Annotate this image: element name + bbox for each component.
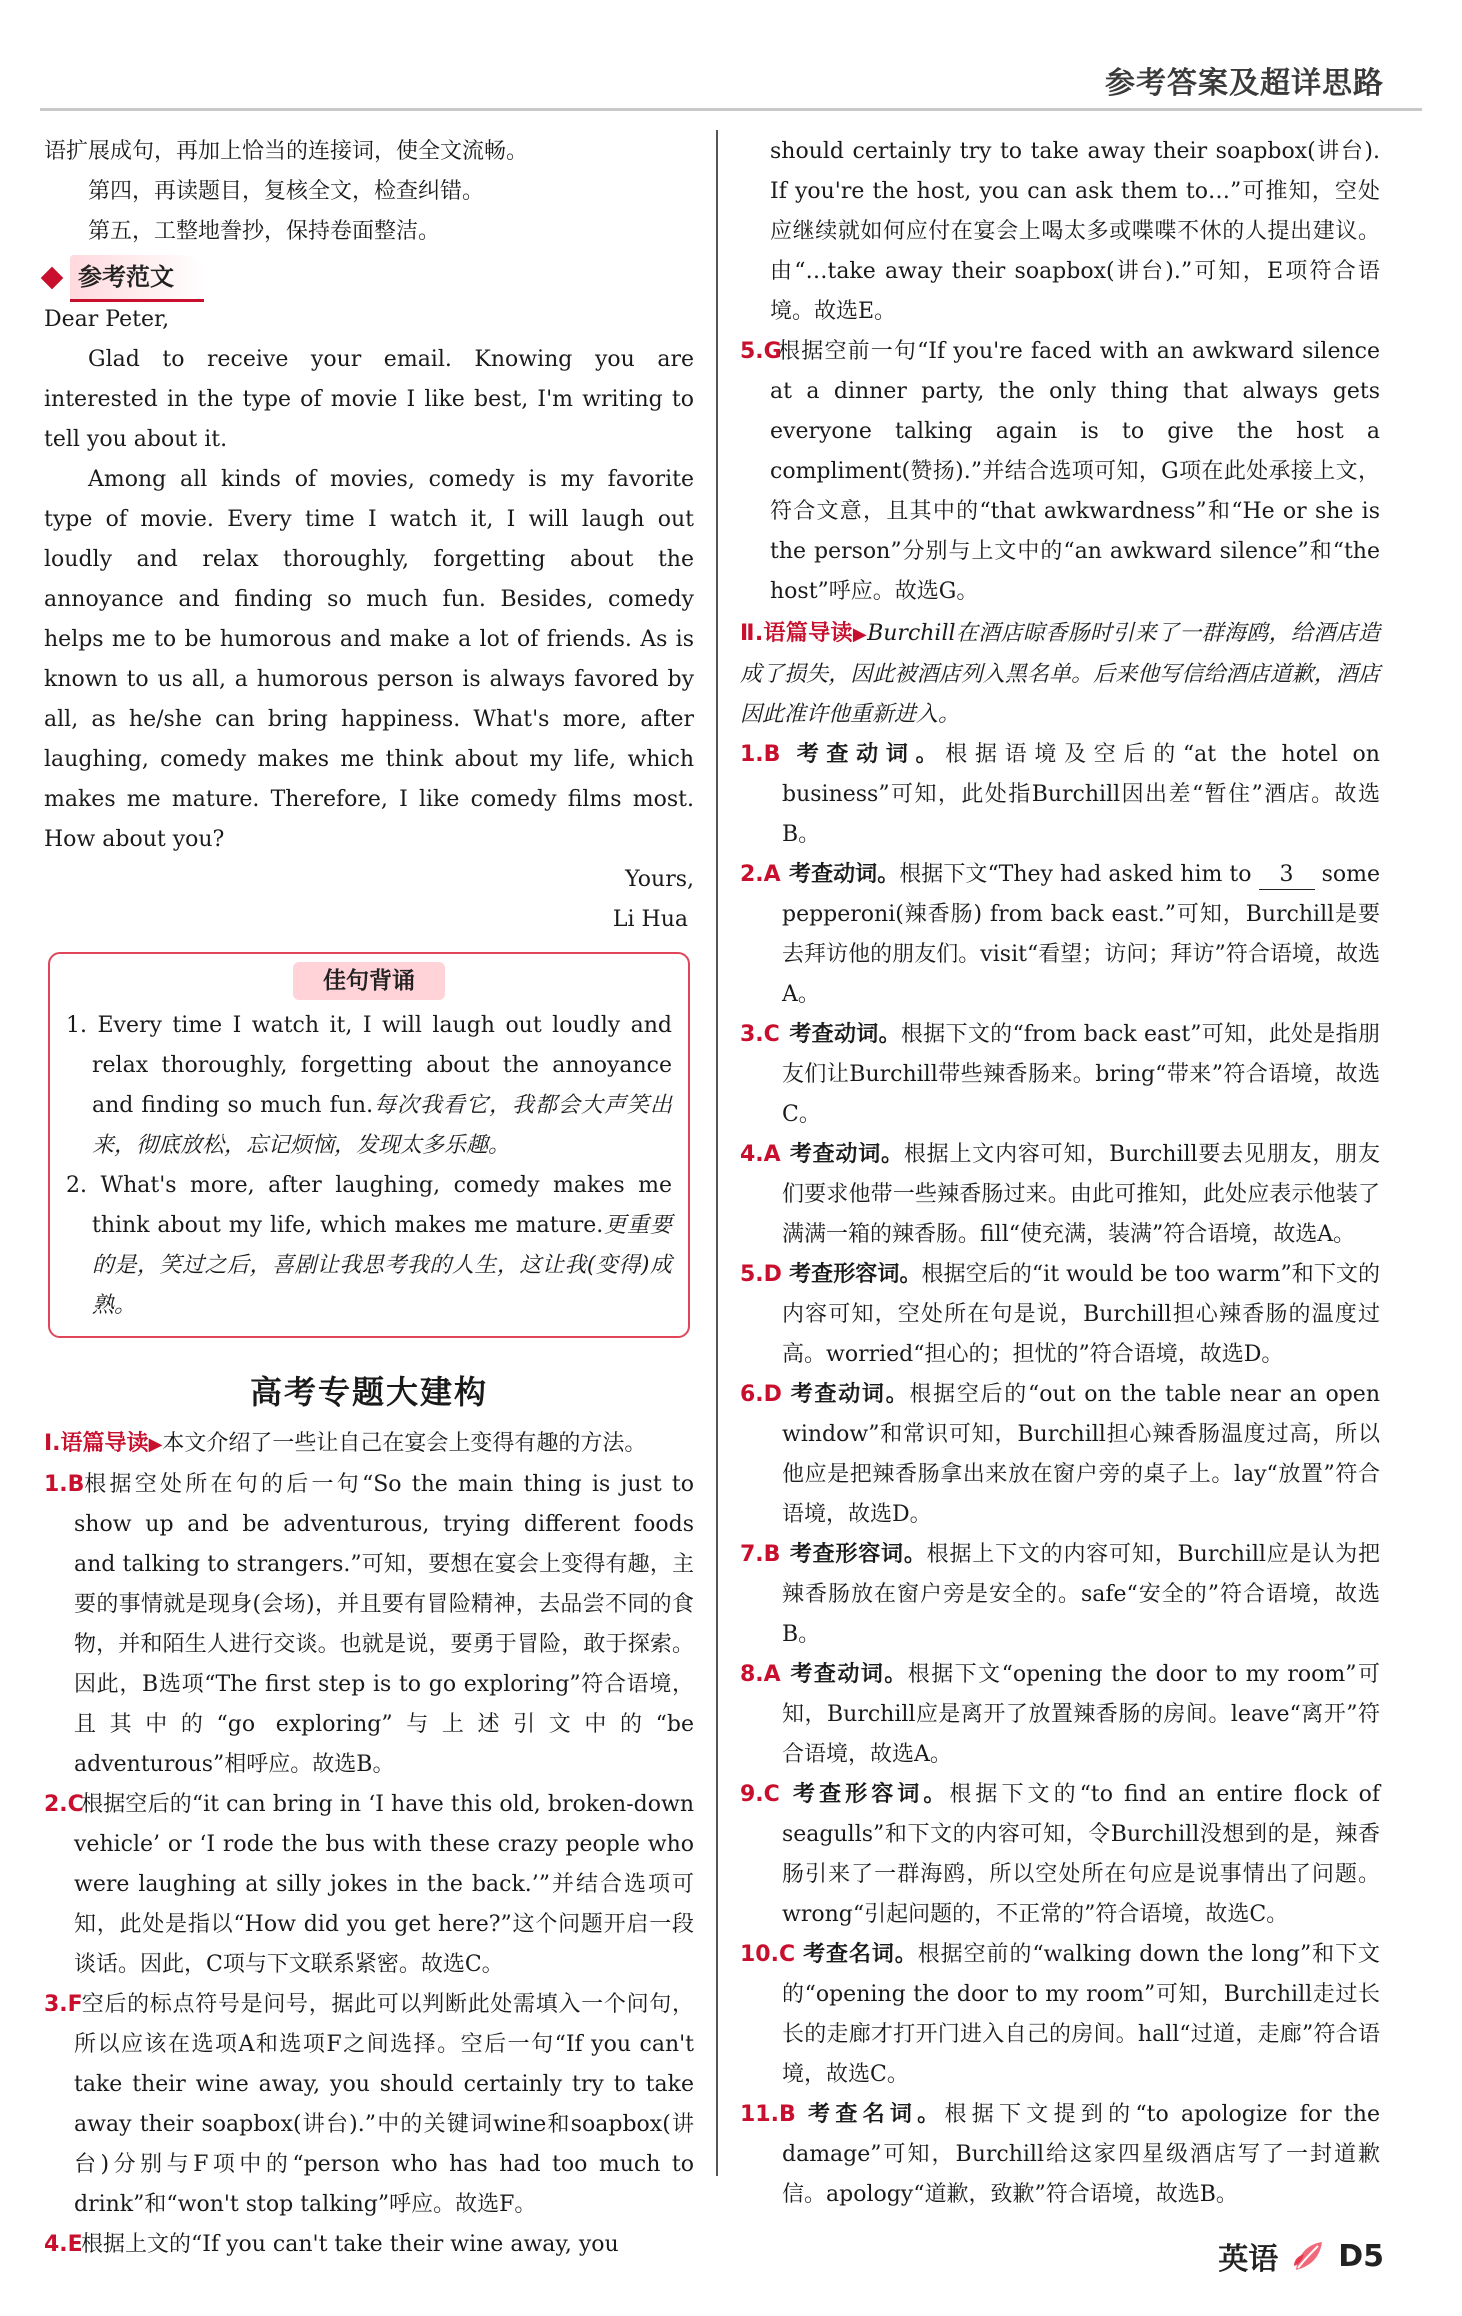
model-essay-label: 参考范文	[70, 255, 204, 302]
answer-item: 10.C 考查名词。根据空前的“walking down the long”和下文的“opening the door to my room”可知，Burchill走过长长的走廊才打开门进入自己的房间。hall“过道，走廊”符合语境，故选C。	[740, 1942, 1380, 2087]
subject-label: 英语	[1218, 2242, 1279, 2277]
answer-item: 5.G 根据空前一句“If you're faced with an awkward silence at a dinner party, the only thing that always gets everyone talking again is to give the host a compliment(赞扬).”并结合选项可知，G项在此处承接上文，符合文意，且其中的“that awkwardness”和“He or she is the person”分别与上文中的“an awkward silence”和“the host”呼应。故选G。	[740, 339, 1381, 604]
letter-closing: Yours,	[625, 867, 694, 892]
answer-item: 6.D 考查动词。根据空后的“out on the table near an open window”和常识可知，Burchill担心辣香肠温度过高，所以他应是把辣香肠拿出来放在窗户旁的桌子上。lay“放置”符合语境，故选D。	[740, 1382, 1380, 1527]
answer-item: 9.C 考查形容词。根据下文的“to find an entire flock of seagulls”和下文的内容可知，令Burchill没想到的是，辣香肠引来了一群海鸥，所以空处所在句应是说事情出了问题。wrong“引起问题的，不正常的”符合语境，故选C。	[740, 1782, 1380, 1927]
answer-item: 3.C 考查动词。根据下文的“from back east”可知，此处是指朋友们让Burchill带些辣香肠来。bring“带来”符合语境，故选C。	[740, 1022, 1380, 1127]
column-divider	[716, 130, 718, 2176]
answer-item: 11.B 考查名词。根据下文提到的“to apologize for the damage”可知，Burchill给这家四星级酒店写了一封道歉信。apology“道歉，致歉”符合语境，故选B。	[740, 2102, 1380, 2207]
answer-continuation: should certainly try to take away their soapbox(讲台). If you're the host, you can ask them to…”可推知，空处应继续就如何应付在宴会上喝太多或喋喋不休的人提出建议。由“…take away their soapbox(讲台).”可知，E项符合语境。故选E。	[770, 139, 1380, 324]
model-essay-tag	[44, 258, 204, 298]
answer-item: 1.B 考查动词。根据语境及空后的“at the hotel on business”可知，此处指Burchill因出差“暂住”酒店。故选B。	[740, 742, 1380, 847]
header-divider	[40, 108, 1422, 111]
letter-signature: Li Hua	[612, 907, 688, 932]
diamond-icon	[41, 267, 64, 290]
letter-greeting: Dear Peter,	[44, 307, 170, 332]
answer-item: 7.B 考查形容词。根据上下文的内容可知，Burchill应是认为把辣香肠放在窗户旁是安全的。safe“安全的”符合语境，故选B。	[740, 1542, 1380, 1647]
answer-item: 8.A 考查动词。根据下文“opening the door to my room”可知，Burchill应是离开了放置辣香肠的房间。leave“离开”符合语境，故选A。	[740, 1662, 1380, 1767]
leaf-icon	[1288, 2236, 1328, 2276]
passage-guide: Ⅰ.语篇导读▶本文介绍了一些让自己在宴会上变得有趣的方法。	[44, 1431, 647, 1456]
passage-guide: Ⅱ.语篇导读▶Burchill在酒店晾香肠时引来了一群海鸥，给酒店造成了损失，因此被酒店列入黑名单。后来他写信给酒店道歉，酒店因此准许他重新进入。	[740, 621, 1380, 727]
answer-item: 4.A 考查动词。根据上文内容可知，Burchill要去见朋友，朋友们要求他带一些辣香肠过来。由此可推知，此处应表示他装了满满一箱的辣香肠。fill“使充满，装满”符合语境，故选A。	[740, 1142, 1380, 1247]
answer-item: 2.C 根据空后的“it can bring in ‘I have this old, broken-down vehicle’ or ‘I rode the bus with these crazy people who were laughing at silly jokes in the back.’”并结合选项可知，此处是指以“How did you get here?”这个问题开启一段谈话。因此，C项与下文联系紧密。故选C。	[44, 1792, 694, 1977]
right-column	[740, 132, 1380, 2215]
answer-item: 4.E 根据上文的“If you can't take their wine away, you	[44, 2232, 619, 2257]
model-letter	[44, 300, 694, 940]
arrow-right-icon: ▶	[148, 1434, 163, 1455]
page-header-title: 参考答案及超详思路	[1105, 66, 1384, 101]
intro-line: 第五，工整地誊抄，保持卷面整洁。	[88, 219, 441, 244]
key-sentences-title: 佳句背诵	[66, 962, 672, 1002]
letter-paragraph: Glad to receive your email. Knowing you are interested in the type of movie I like best, I'm writing to tell you about it.	[44, 347, 694, 452]
page-number: D5	[1338, 2238, 1384, 2274]
letter-paragraph: Among all kinds of movies, comedy is my favorite type of movie. Every time I watch it, I will laugh out loudly and relax thoroughly, forgetting about the annoyance and finding so much fun. Besides, comedy helps me to be humorous and make a lot of friends. As is known to us all, a humorous person is always favored by all, as he/she can bring happiness. What's more, after laughing, comedy makes me think about my life, which makes me mature. Therefore, I like comedy films most. How about you?	[44, 467, 694, 852]
key-sentence-item: 1. Every time I watch it, I will laugh out loudly and relax thoroughly, forgetting about the annoyance and finding so much fun.每次我看它，我都会大声笑出来，彻底放松，忘记烦恼，发现太多乐趣。	[66, 1013, 672, 1158]
answer-blank: 3	[1259, 861, 1315, 890]
key-sentence-item: 2. What's more, after laughing, comedy makes me think about my life, which makes me mature.更重要的是，笑过之后，喜剧让我思考我的人生，这让我(变得)成熟。	[66, 1173, 672, 1318]
key-sentences-box	[48, 952, 690, 1338]
intro-line: 第四，再读题目，复核全文，检查纠错。	[88, 179, 485, 204]
answer-item: 3.F 空后的标点符号是问号，据此可以判断此处需填入一个问句，所以应该在选项A和选项F之间选择。空后一句“If you can't take their wine away, you should certainly try to take away their soapbox(讲台).”中的关键词wine和soapbox(讲台)分别与F项中的“person who has had too much to drink”和“won't stop talking”呼应。故选F。	[44, 1992, 694, 2217]
answer-item: 1.B 根据空处所在句的后一句“So the main thing is just to show up and be adventurous, trying different foods and talking to strangers.”可知，要想在宴会上变得有趣，主要的事情就是现身(会场)，并且要有冒险精神，去品尝不同的食物，并和陌生人进行交谈。也就是说，要勇于冒险，敢于探索。因此，B选项“The first step is to go exploring”符合语境，且其中的“go exploring”与上述引文中的“be adventurous”相呼应。故选B。	[44, 1472, 694, 1777]
left-column	[44, 132, 694, 2265]
arrow-right-icon: ▶	[852, 624, 868, 645]
intro-line: 语扩展成句，再加上恰当的连接词，使全文流畅。	[44, 139, 529, 164]
answer-item: 5.D 考查形容词。根据空后的“it would be too warm”和下文的内容可知，空处所在句是说，Burchill担心辣香肠的温度过高。worried“担心的；担忧的”符合语境，故选D。	[740, 1262, 1380, 1367]
section-title: 高考专题大建构	[249, 1373, 488, 1411]
answer-item: 2.A 考查动词。根据下文“They had asked him to 3 some pepperoni(辣香肠) from back east.”可知，Burchill是要去拜访他的朋友们。visit“看望；访问；拜访”符合语境，故选A。	[740, 862, 1380, 1007]
page-footer	[1218, 2234, 1384, 2278]
